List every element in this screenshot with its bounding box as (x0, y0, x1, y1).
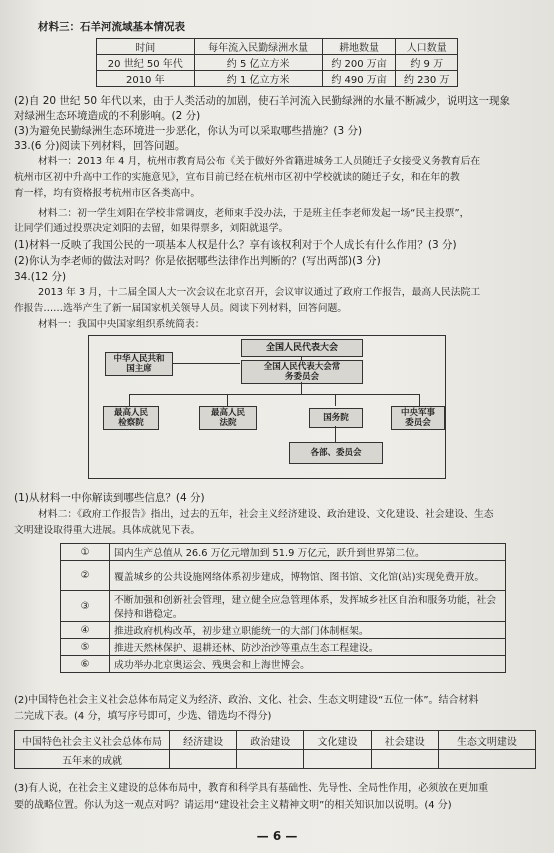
q34-question2-line1: (2)中国特色社会主义社会总体布局定义为经济、政治、文化、社会、生态文明建设“五位一体”。结合材料 (14, 695, 479, 706)
answer-blank-economy[interactable] (170, 750, 237, 769)
q34-question3-line1: (3)有人说，在社会主义建设的总体布局中，教育和科学具有基础性、先导性、全局性作用，必须放在更加重 (14, 783, 489, 794)
q33-title: 33.(6 分)阅读下列材料，回答问题。 (14, 140, 186, 152)
answer-blank-culture[interactable] (304, 750, 371, 769)
q34-intro-line2: 作报告……选举产生了新一届国家机关领导人员。阅读下列材料，回答问题。 (14, 303, 348, 314)
q33-material2-line1: 材料二：初一学生刘阳在学校非常调皮，老师束手没办法，于是班主任李老师发起一场“民主投票”， (38, 208, 470, 219)
q34-question1: (1)从材料一中你解读到哪些信息？(4 分) (14, 492, 205, 504)
table-cell: 约 230 万 (396, 71, 458, 87)
q34-material2-line1: 材料二：《政府工作报告》指出，过去的五年，社会主义经济建设、政治建设、文化建设、社会建设、生态 (38, 509, 494, 520)
connector-line (129, 394, 130, 406)
table-cell: 约 9 万 (396, 55, 458, 71)
table-header-row (97, 39, 458, 55)
q33-material2-line2: 让同学们通过投票决定刘阳的去留，如果得票多，刘阳就退学。 (14, 223, 289, 234)
q33-material1-line1: 材料一：2013 年 4 月，杭州市教育局公布《关于做好外省籍进城务工人员随迁子女接受义务教育后在 (38, 156, 481, 167)
q33-material1-line2: 杭州市区初中升高中工作的实施意见》，宣布目前已经在杭州市区初中学校就读的随迁子女，和在年的教 (14, 172, 460, 183)
q34-intro-line1: 2013 年 3 月，十二届全国人大一次会议在北京召开，会议审议通过了政府工作报告，最高人民法院工 (38, 287, 481, 298)
procuratorate-box (103, 406, 159, 430)
item-number: ② (61, 561, 110, 591)
state-council-box (309, 408, 363, 428)
table-header-cell: 经济建设 (170, 731, 237, 750)
five-in-one-table (14, 730, 536, 769)
table-header-cell: 每年流入民勤绿洲水量 (194, 39, 322, 55)
court-label: 最高人民法院 (210, 408, 245, 428)
q2-text-2: 对绿洲生态环境造成的不利影响。(2 分) (14, 110, 201, 122)
cmc-box (391, 406, 445, 430)
table-header-row (15, 731, 536, 750)
npc-box (241, 339, 363, 357)
item-number: ③ (61, 591, 110, 622)
item-text: 成功举办北京奥运会、残奥会和上海世博会。 (110, 656, 506, 673)
item-text: 国内生产总值从 26.6 万亿元增加到 51.9 万亿元，跃升到世界第二位。 (110, 544, 506, 561)
table-header-cell: 人口数量 (396, 39, 458, 55)
table-cell: 约 5 亿立方米 (194, 55, 322, 71)
ministries-box (289, 442, 383, 464)
table-header-cell: 时间 (97, 39, 195, 55)
q34-title: 34.(12 分) (14, 271, 67, 283)
state-organization-diagram (88, 335, 446, 479)
table-row (97, 71, 458, 87)
connector-line (335, 426, 336, 442)
court-box (199, 406, 257, 430)
table-cell: 20 世纪 50 年代 (97, 55, 195, 71)
table-header-cell: 文化建设 (304, 731, 371, 750)
table-row (61, 591, 506, 622)
table-row (15, 750, 536, 769)
item-number: ④ (61, 622, 110, 639)
president-box (105, 352, 173, 376)
item-text: 覆盖城乡的公共设施网络体系初步建成，博物馆、图书馆、文化馆(站)实现免费开放。 (110, 561, 506, 591)
table-header-cell: 生态文明建设 (438, 731, 535, 750)
table-cell: 约 490 万亩 (322, 71, 396, 87)
material3-title: 材料三：石羊河流域基本情况表 (38, 21, 185, 33)
table-header-cell: 中国特色社会主义社会总体布局 (15, 731, 170, 750)
q33-material1-line3: 育一样，均有资格报考杭州市区各类高中。 (14, 188, 201, 199)
cmc-label: 中央军事委员会 (400, 408, 435, 428)
item-text: 推进天然林保护、退耕还林、防沙治沙等重点生态工程建设。 (110, 639, 506, 656)
state-council-label: 国务院 (323, 413, 349, 423)
table-cell: 约 1 亿立方米 (194, 71, 322, 87)
table-header-cell: 政治建设 (237, 731, 304, 750)
connector-line (172, 363, 240, 364)
table-cell: 五年来的成就 (15, 750, 170, 769)
table-row (61, 639, 506, 656)
q34-material2-line2: 文明建设取得重大进展。具体成就见下表。 (14, 525, 201, 536)
table-cell: 2010 年 (97, 71, 195, 87)
table-header-cell: 社会建设 (371, 731, 438, 750)
q2-text-1: (2)自 20 世纪 50 年代以来，由于人类活动的加剧，使石羊河流入民勤绿洲的水量不断减少，说明这一现象 (14, 95, 510, 107)
connector-line (419, 394, 420, 406)
item-number: ① (61, 544, 110, 561)
connector-line (301, 382, 302, 394)
npc-label: 全国人民代表大会 (265, 343, 338, 353)
q33-question1: (1)材料一反映了我国公民的一项基本人权是什么？享有该权利对于个人成长有什么作用？(3 分) (14, 239, 457, 251)
q34-question3-line2: 要的战略位置。你认为这一观点对吗？请运用“建设社会主义精神文明”的相关知识加以说明。(4 分) (14, 800, 452, 811)
table-row (97, 55, 458, 71)
ministries-label: 各部、委员会 (310, 448, 362, 458)
table-row (61, 622, 506, 639)
president-label: 中华人民共和国主席 (113, 354, 165, 374)
npc-sc-label: 全国人民代表大会常务委员会 (263, 362, 341, 382)
npc-standing-committee-box (241, 360, 363, 384)
q3-text: (3)为避免民勤绿洲生态环境进一步恶化，你认为可以采取哪些措施？(3 分) (14, 125, 363, 137)
item-number: ⑤ (61, 639, 110, 656)
table-cell: 约 200 万亩 (322, 55, 396, 71)
item-text: 推进政府机构改革，初步建立职能统一的大部门体制框架。 (110, 622, 506, 639)
procuratorate-label: 最高人民检察院 (113, 408, 148, 428)
q34-material1-title: 材料一：我国中央国家组织系统简表： (38, 319, 205, 330)
connector-line (335, 394, 336, 406)
table-row (61, 561, 506, 591)
q34-question2-line2: 二完成下表。(4 分，填写序号即可，少选、错选均不得分) (14, 711, 272, 722)
q33-question2: (2)你认为李老师的做法对吗？你是依据哪些法律作出判断的？(写出两部)(3 分) (14, 255, 381, 267)
table-row (61, 656, 506, 673)
item-number: ⑥ (61, 656, 110, 673)
connector-line (227, 394, 228, 406)
answer-blank-society[interactable] (371, 750, 438, 769)
page-number: — 6 — (256, 829, 298, 843)
river-basin-table (96, 38, 458, 87)
answer-blank-politics[interactable] (237, 750, 304, 769)
table-header-cell: 耕地数量 (322, 39, 396, 55)
table-row (61, 544, 506, 561)
achievements-table (60, 543, 506, 673)
answer-blank-ecology[interactable] (438, 750, 535, 769)
item-text: 不断加强和创新社会管理，建立健全应急管理体系，发挥城乡社区自治和服务功能，社会保持和谐稳定。 (110, 591, 506, 622)
connector-line (129, 394, 419, 395)
